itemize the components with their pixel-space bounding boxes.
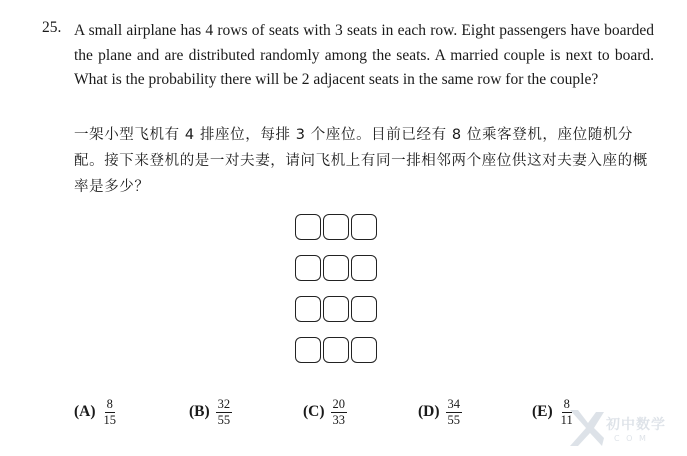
choice-b-numerator: 32 xyxy=(217,396,231,411)
choice-b[interactable] xyxy=(189,394,232,430)
choice-d-fraction xyxy=(446,398,463,427)
seat-r3-c3 xyxy=(351,296,377,322)
choice-a[interactable] xyxy=(74,394,118,430)
choice-d[interactable] xyxy=(418,394,462,430)
choice-e-denominator: 11 xyxy=(560,412,573,427)
seat-r4-c1 xyxy=(295,337,321,363)
seat-diagram xyxy=(295,214,377,363)
choice-d-numerator: 34 xyxy=(447,396,461,411)
choice-a-denominator: 15 xyxy=(103,412,117,427)
watermark-text: 初中数学 xyxy=(606,417,666,433)
watermark-logo xyxy=(566,406,684,454)
choice-c-label: (C) xyxy=(303,403,325,420)
choice-d-denominator: 55 xyxy=(447,412,461,427)
watermark-subtext: C O M xyxy=(614,434,648,443)
seat-r2-c1 xyxy=(295,255,321,281)
choice-b-label: (B) xyxy=(189,403,210,420)
watermark-x-icon xyxy=(566,406,606,450)
choice-e-label: (E) xyxy=(532,403,553,420)
problem-chinese-text: 一架小型飞机有 4 排座位，每排 3 个座位。目前已经有 8 位乘客登机，座位随机分配。接下来登机的是一对夫妻，请问飞机上有同一排相邻两个座位供这对夫妻入座的概率是多少？ xyxy=(74,127,648,195)
choice-c[interactable] xyxy=(303,394,347,430)
choice-a-fraction xyxy=(102,398,119,427)
seat-r1-c2 xyxy=(323,214,349,240)
problem-english-text: A small airplane has 4 rows of seats with 3 seats in each row. Eight passengers have boarded the plane and are distributed randomly among the seats. A married couple is next to board. What is the probability there will be 2 adjacent seats in the same row for the couple? xyxy=(74,22,654,89)
seat-r1-c3 xyxy=(351,214,377,240)
choice-a-label: (A) xyxy=(74,403,96,420)
choice-e-numerator: 8 xyxy=(563,396,570,411)
choice-c-numerator: 20 xyxy=(332,396,346,411)
seat-r3-c1 xyxy=(295,296,321,322)
seat-r2-c2 xyxy=(323,255,349,281)
seat-r1-c1 xyxy=(295,214,321,240)
problem-number: 25. xyxy=(42,19,62,36)
choice-b-fraction xyxy=(216,398,233,427)
answer-choices xyxy=(74,394,634,434)
choice-a-numerator: 8 xyxy=(106,396,113,411)
choice-c-denominator: 33 xyxy=(332,412,346,427)
choice-b-denominator: 55 xyxy=(217,412,231,427)
seat-r2-c3 xyxy=(351,255,377,281)
choice-c-fraction xyxy=(331,398,348,427)
choice-d-label: (D) xyxy=(418,403,440,420)
seat-r4-c2 xyxy=(323,337,349,363)
seat-r3-c2 xyxy=(323,296,349,322)
seat-r4-c3 xyxy=(351,337,377,363)
